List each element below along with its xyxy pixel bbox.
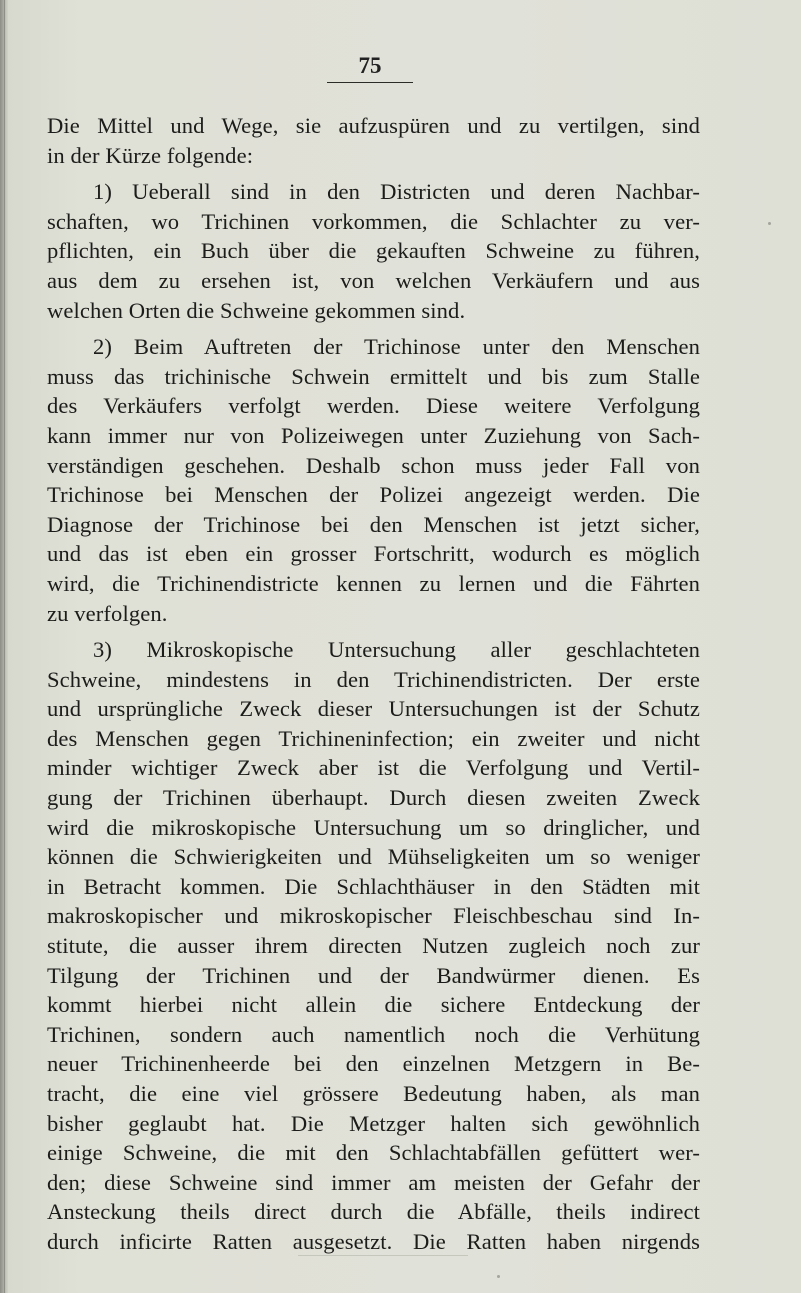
paragraph-item-3	[47, 635, 700, 1256]
text-line: bisher geglaubt hat. Die Metzger halten sich gewöhnlich	[47, 1110, 700, 1136]
text-line: muss das trichinische Schwein ermittelt und bis zum Stalle	[47, 363, 700, 389]
text-line: tracht, die eine viel grössere Bedeutung haben, als man	[47, 1081, 700, 1106]
paragraph-item-1	[47, 177, 700, 325]
paragraph-intro	[47, 111, 700, 170]
text-line: kommt hierbei nicht allein die sichere Entdeckung der	[47, 992, 700, 1018]
text-line: Trichinen, sondern auch namentlich noch die Verhütung	[47, 1021, 700, 1047]
text-line: und das ist eben ein grosser Fortschritt, wodurch es möglich	[47, 541, 700, 567]
text-line: den; diese Schweine sind immer am meisten der Gefahr der	[47, 1169, 700, 1195]
text-line: einige Schweine, die mit den Schlachtabfällen gefüttert wer-	[47, 1140, 700, 1166]
text-line: Schweine, mindestens in den Trichinendistricten. Der erste	[47, 666, 700, 692]
text-line: in Betracht kommen. Die Schlachthäuser in den Städten mit	[47, 873, 700, 899]
text-line: Ansteckung theils direct durch die Abfälle, theils indirect	[47, 1199, 700, 1225]
text-line: durch inficirte Ratten ausgesetzt. Die Ratten haben nirgends	[47, 1228, 700, 1254]
text-line: können die Schwierigkeiten und Mühseligkeiten um so weniger	[47, 844, 700, 870]
page-number: 75	[358, 53, 382, 78]
text-line: wird, die Trichinendistricte kennen zu lernen und die Fährten	[47, 570, 700, 596]
text-line: schaften, wo Trichinen vorkommen, die Schlachter zu ver-	[47, 208, 700, 234]
bleed-through-rule	[298, 1255, 468, 1256]
text-line: verständigen geschehen. Deshalb schon muss jeder Fall von	[47, 452, 700, 478]
text-line: makroskopischer und mikroskopischer Fleischbeschau sind In-	[47, 903, 700, 929]
text-line: zu verfolgen.	[47, 600, 168, 626]
paper-speck	[768, 222, 771, 225]
text-line: Diagnose der Trichinose bei den Menschen ist jetzt sicher,	[47, 511, 700, 537]
text-line: minder wichtiger Zweck aber ist die Verfolgung und Vertil-	[47, 755, 700, 781]
text-line: aus dem zu ersehen ist, von welchen Verkäufern und aus	[47, 267, 700, 293]
text-line: welchen Orten die Schweine gekommen sind.	[47, 297, 466, 323]
text-line: pflichten, ein Buch über die gekauften Schweine zu führen,	[47, 238, 700, 264]
paragraph-item-2	[47, 332, 700, 628]
text-line: wird die mikroskopische Untersuchung um so dringlicher, und	[47, 814, 700, 840]
body-text	[47, 111, 700, 1257]
text-line: stitute, die ausser ihrem directen Nutzen zugleich noch zur	[47, 933, 700, 959]
text-line: Trichinose bei Menschen der Polizei angezeigt werden. Die	[47, 482, 700, 508]
text-line: 2) Beim Auftreten der Trichinose unter den Menschen	[93, 334, 700, 360]
page-number-rule	[327, 82, 413, 83]
text-line: 1) Ueberall sind in den Districten und deren Nachbar-	[93, 179, 700, 205]
text-line: des Menschen gegen Trichineninfection; ein zweiter und nicht	[47, 725, 700, 751]
paper-speck	[497, 1275, 500, 1278]
text-line: Tilgung der Trichinen und der Bandwürmer dienen. Es	[47, 962, 700, 988]
text-line: neuer Trichinenheerde bei den einzelnen Metzgern in Be-	[47, 1051, 700, 1077]
text-line: kann immer nur von Polizeiwegen unter Zuziehung von Sach-	[47, 422, 700, 448]
text-line: in der Kürze folgende:	[47, 142, 254, 168]
text-line: des Verkäufers verfolgt werden. Diese weitere Verfolgung	[47, 393, 700, 419]
text-line: 3) Mikroskopische Untersuchung aller geschlachteten	[93, 637, 700, 663]
text-line: Die Mittel und Wege, sie aufzuspüren und zu vertilgen, sind	[47, 113, 700, 138]
text-line: und ursprüngliche Zweck dieser Untersuchungen ist der Schutz	[47, 696, 700, 722]
book-gutter-line	[4, 0, 5, 1293]
text-line: gung der Trichinen überhaupt. Durch diesen zweiten Zweck	[47, 785, 700, 811]
